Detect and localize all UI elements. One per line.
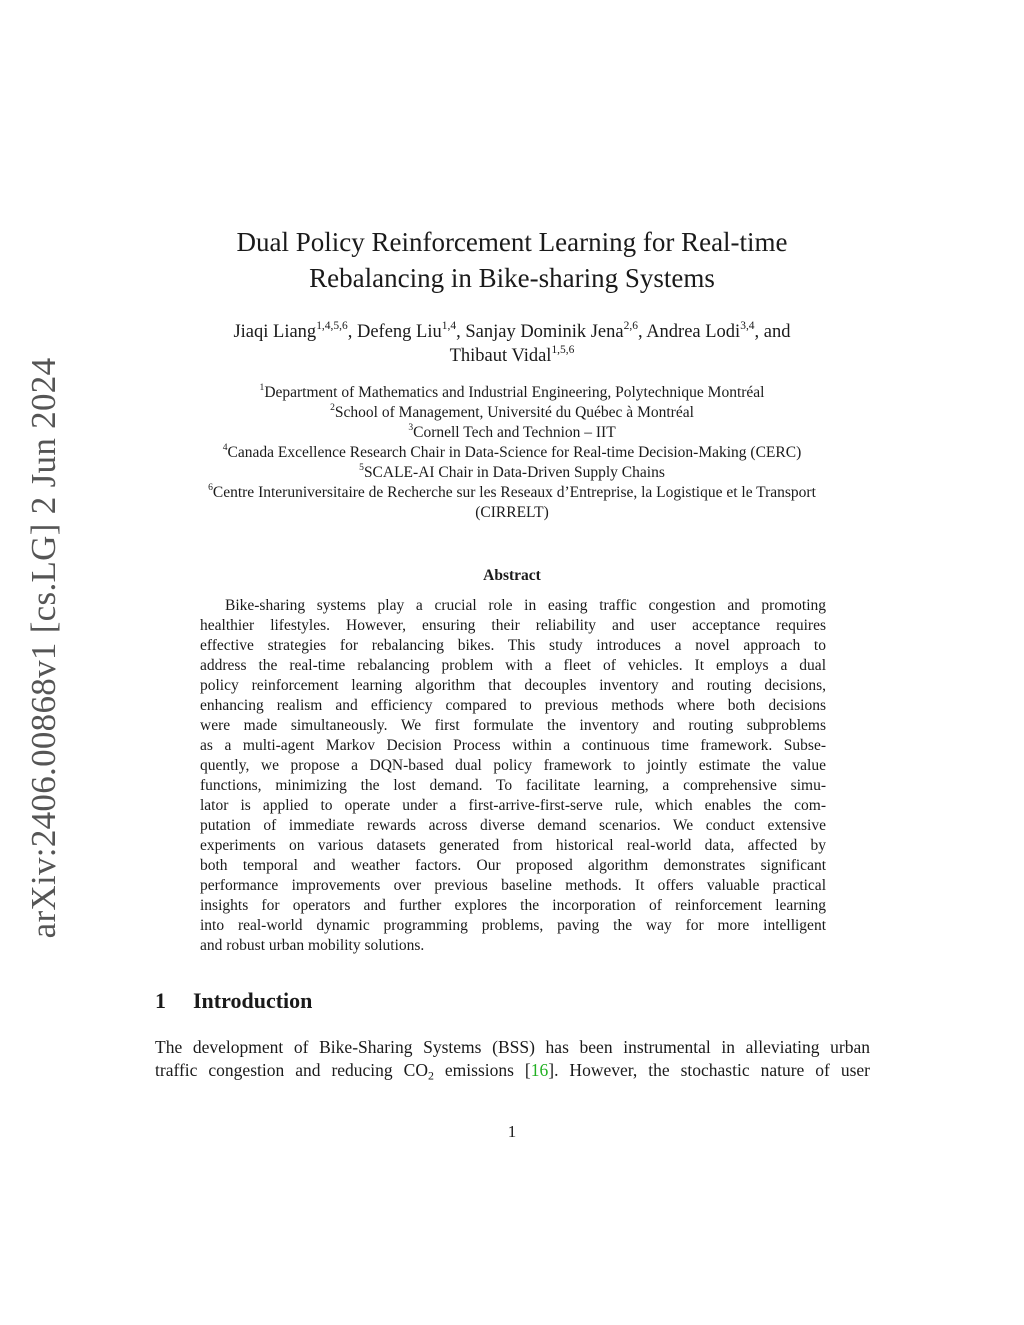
section-number: 1 [155,988,166,1013]
intro-text: emissions [ [433,1060,531,1080]
author-line-1 [0,320,1024,344]
citation-link[interactable]: 16 [530,1060,549,1080]
abstract-line: functions, minimizing the lost demand. To facilitate learning, a comprehensive simu- [200,777,826,794]
intro-text: ]. However, the stochastic nature of user [548,1060,870,1080]
affiliation-line [0,403,1024,423]
affiliation-mark: 3 [408,422,414,434]
author-affil-marks: 3,4 [740,319,755,332]
abstract-line: and robust urban mobility solutions. [200,937,425,954]
arxiv-watermark: arXiv:2406.00868v1 [cs.LG] 2 Jun 2024 [24,357,63,939]
section-title: Introduction [193,988,313,1013]
author-separator: , [637,322,647,342]
affiliation-mark: 6 [208,482,213,494]
abstract-line: both temporal and weather factors. Our proposed algorithm demonstrates significant [200,857,826,874]
affiliation-line-continued: (CIRRELT) [475,504,549,521]
abstract-line: as a multi-agent Markov Decision Process within a continuous time framework. Subse- [200,737,826,754]
author-affil-marks: 1,5,6 [551,343,575,356]
paper-title [0,224,1024,296]
affiliation-text: Canada Excellence Research Chair in Data-Science for Real-time Decision-Making (CERC) [227,444,802,461]
author-affil-marks: 1,4 [441,319,457,332]
title-line-2: Rebalancing in Bike-sharing Systems [309,263,715,293]
abstract-line: healthier lifestyles. However, ensuring their reliability and user acceptance requires [200,617,826,634]
affiliation-mark: 1 [259,382,265,394]
abstract-line: enhancing realism and efficiency compared to previous methods where both decisions [200,697,826,714]
intro-line: The development of Bike-Sharing Systems (BSS) has been instrumental in alleviating urban [155,1037,870,1057]
abstract-line: performance improvements over previous baseline methods. It offers valuable practical [200,877,826,894]
author-name: Jiaqi Liang [233,322,317,342]
abstract-line: experiments on various datasets generated from historical real-world data, affected by [200,837,826,854]
abstract-line: into real-world dynamic programming problems, paving the way for more intelligent [200,917,826,934]
author-name: Andrea Lodi [646,322,741,342]
affiliation-text: SCALE-AI Chair in Data-Driven Supply Chains [363,464,665,481]
abstract-line: were made simultaneously. We first formulate the inventory and routing subproblems [200,717,826,734]
affiliation-line [0,483,1024,503]
author-affil-marks: 1,4,5,6 [316,319,348,332]
affiliation-line [0,463,1024,483]
affiliation-text: Centre Interuniversitaire de Recherche sur les Reseaux d’Entreprise, la Logistique et le Transport [212,484,816,501]
author-list [0,320,1024,368]
abstract-line: policy reinforcement learning algorithm that decouples inventory and routing decisions, [200,677,826,694]
affiliation-text: Cornell Tech and Technion – IIT [413,424,616,441]
abstract-line: address the real-time rebalancing problem with a fleet of vehicles. It employs a dual [200,657,826,674]
abstract-body [200,596,826,956]
abstract-line: Bike-sharing systems play a crucial role in easing traffic congestion and promoting [225,597,826,614]
author-name: Defeng Liu [356,322,442,342]
author-separator: , [347,322,357,342]
author-affil-marks: 2,6 [623,319,638,332]
author-name: Sanjay Dominik Jena [465,322,624,342]
abstract-line: quently, we propose a DQN-based dual policy framework to jointly estimate the value [200,757,826,774]
abstract-line: lator is applied to operate under a first-arrive-first-serve rule, which enables the com- [200,797,826,814]
abstract-heading: Abstract [483,567,541,584]
affiliation-line [0,383,1024,403]
page-number: 1 [507,1122,517,1141]
abstract-line: effective strategies for rebalancing bikes. This study introduces a novel approach to [200,637,826,654]
introduction-body [155,1036,870,1082]
affiliation-mark: 2 [330,402,335,414]
affiliation-list [0,383,1024,523]
co2-subscript: 2 [427,1068,434,1083]
title-line-1: Dual Policy Reinforcement Learning for Real-time [236,227,788,257]
affiliation-mark: 4 [222,442,228,454]
author-separator: , and [754,322,791,342]
intro-text: traffic congestion and reducing CO [155,1060,428,1080]
affiliation-mark: 5 [359,462,364,474]
affiliation-line [0,443,1024,463]
author-line-2 [0,344,1024,368]
affiliation-text: Department of Mathematics and Industrial Engineering, Polytechnique Montréal [264,384,765,401]
abstract-line: insights for operators and further explores the incorporation of reinforcement learning [200,897,826,914]
affiliation-line [0,423,1024,443]
affiliation-text: School of Management, Université du Québec à Montréal [334,404,694,421]
author-separator: , [456,322,466,342]
abstract-line: putation of immediate rewards across diverse demand scenarios. We conduct extensive [200,817,826,834]
section-heading-introduction [155,988,312,1014]
author-name: Thibaut Vidal [449,346,552,366]
intro-line [155,1059,870,1082]
